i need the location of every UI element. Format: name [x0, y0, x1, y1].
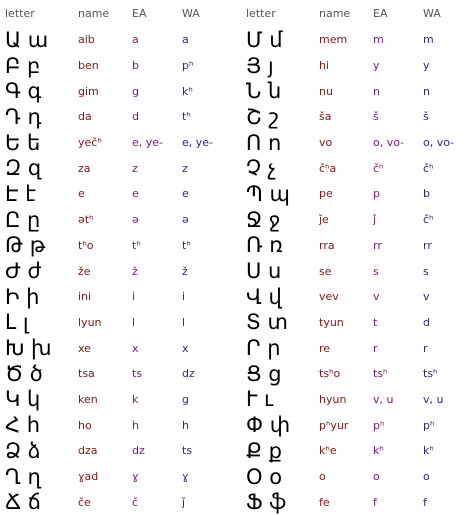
table-row: [241, 104, 474, 130]
western-armenian: dz: [182, 367, 195, 381]
header-letter: letter: [246, 7, 276, 20]
eastern-armenian: rr: [373, 238, 382, 252]
letter-glyph: Կ կ: [5, 387, 41, 412]
letter-glyph: Ա ա: [5, 27, 49, 52]
western-armenian: h: [182, 418, 189, 432]
eastern-armenian: n: [373, 84, 380, 98]
table-row: [241, 258, 474, 284]
table-row: [241, 284, 474, 310]
table-row: [0, 104, 237, 130]
letter-glyph: Ը ը: [5, 207, 41, 232]
table-row: [0, 207, 237, 233]
western-armenian: š: [423, 110, 429, 124]
eastern-armenian: dz: [132, 444, 145, 458]
header-ea: EA: [132, 7, 147, 20]
table-row: [241, 387, 474, 413]
eastern-armenian: o: [373, 470, 380, 484]
eastern-armenian: č: [132, 495, 139, 509]
letter-name: tsʰo: [319, 367, 341, 381]
eastern-armenian: ž: [132, 264, 138, 278]
eastern-armenian: i: [132, 290, 136, 304]
western-armenian: g: [182, 392, 189, 406]
western-armenian: ts: [182, 444, 193, 458]
western-armenian: b: [423, 187, 430, 201]
letter-name: aib: [78, 33, 95, 47]
letter-glyph: Ի ի: [5, 284, 40, 309]
letter-name: re: [319, 341, 331, 355]
table-header: [241, 0, 474, 27]
eastern-armenian: o, vo-: [373, 136, 405, 150]
letter-name: če: [78, 495, 91, 509]
eastern-armenian: x: [132, 341, 139, 355]
letter-glyph: Խ խ: [5, 336, 52, 361]
western-armenian: pʰ: [182, 59, 194, 73]
eastern-armenian: b: [132, 59, 139, 73]
eastern-armenian: š: [373, 110, 379, 124]
letter-name: ben: [78, 59, 99, 73]
western-armenian: čʰ: [423, 161, 434, 175]
eastern-armenian: ə: [132, 213, 139, 227]
western-armenian: ɣ: [182, 470, 189, 484]
eastern-armenian: l: [132, 315, 136, 329]
western-armenian: z: [182, 161, 188, 175]
letter-name: xe: [78, 341, 91, 355]
table-row: [0, 387, 237, 413]
letter-name: čʰa: [319, 161, 337, 175]
eastern-armenian: kʰ: [373, 444, 384, 458]
table-row: [241, 181, 474, 207]
eastern-armenian: t: [373, 315, 378, 329]
eastern-armenian: r: [373, 341, 378, 355]
letter-name: tsa: [78, 367, 95, 381]
table-row: [241, 207, 474, 233]
letter-glyph: Ղ ղ: [5, 464, 41, 489]
letter-name: ətʰ: [78, 213, 94, 227]
table-row: [0, 361, 237, 387]
western-armenian: m: [423, 33, 434, 47]
table-row: [0, 155, 237, 181]
western-armenian: f: [423, 495, 427, 509]
letter-glyph: Ռ ռ: [246, 233, 283, 258]
letter-glyph: Ե ե: [5, 130, 41, 155]
western-armenian: l: [182, 315, 186, 329]
letter-name: rra: [319, 238, 335, 252]
eastern-armenian: g: [132, 84, 139, 98]
western-armenian: pʰ: [423, 418, 435, 432]
letter-glyph: Ֆ ֆ: [246, 490, 287, 515]
letter-glyph: Ջ ջ: [246, 207, 281, 232]
letter-glyph: Ո ո: [246, 130, 282, 155]
letter-glyph: Հ հ: [5, 413, 41, 438]
eastern-armenian: m: [373, 33, 384, 47]
eastern-armenian: h: [132, 418, 139, 432]
eastern-armenian: v: [373, 290, 380, 304]
western-armenian: čʰ: [423, 213, 434, 227]
western-armenian: ǰ: [182, 495, 186, 509]
letter-name: e: [78, 187, 85, 201]
table-row: [241, 361, 474, 387]
table-row: [241, 310, 474, 336]
header-wa: WA: [182, 7, 200, 20]
eastern-armenian: e, ye-: [132, 136, 164, 150]
letter-name: že: [78, 264, 91, 278]
letter-glyph: Զ զ: [5, 156, 42, 181]
table-row: [0, 27, 237, 53]
table-row: [241, 335, 474, 361]
table-row: [241, 78, 474, 104]
letter-name: hi: [319, 59, 330, 73]
western-armenian: e, ye-: [182, 136, 214, 150]
table-header: [0, 0, 237, 27]
eastern-armenian: ɣ: [132, 470, 139, 484]
letter-name: tʰo: [78, 238, 94, 252]
letter-name: ša: [319, 110, 332, 124]
letter-name: ɣad: [78, 470, 99, 484]
letter-name: vo: [319, 136, 333, 150]
eastern-armenian: f: [373, 495, 377, 509]
western-armenian: y: [423, 59, 430, 73]
letter-glyph: Տ տ: [246, 310, 288, 335]
western-armenian: n: [423, 84, 430, 98]
letter-name: ho: [78, 418, 92, 432]
table-row: [0, 181, 237, 207]
letter-name: lyun: [78, 315, 102, 329]
letter-glyph: Ճ ճ: [5, 490, 41, 515]
table-row: [241, 130, 474, 156]
header-letter: letter: [5, 7, 35, 20]
eastern-armenian: tsʰ: [373, 367, 388, 381]
eastern-armenian: pʰ: [373, 418, 385, 432]
western-armenian: ž: [182, 264, 188, 278]
letter-glyph: Է է: [5, 181, 36, 206]
western-armenian: kʰ: [182, 84, 193, 98]
western-armenian: o: [423, 470, 430, 484]
letter-glyph: Չ չ: [246, 156, 277, 181]
letter-name: vev: [319, 290, 339, 304]
letter-glyph: Գ գ: [5, 79, 42, 104]
table-row: [0, 335, 237, 361]
letter-name: ken: [78, 392, 98, 406]
letter-name: hyun: [319, 392, 347, 406]
letter-glyph: Ր ր: [246, 336, 281, 361]
letter-glyph: Թ թ: [5, 233, 46, 258]
letter-glyph: Ձ ձ: [5, 438, 41, 463]
letter-name: mem: [319, 33, 348, 47]
letter-glyph: Օ օ: [246, 464, 283, 489]
western-armenian: d: [423, 315, 430, 329]
letter-glyph: Բ բ: [5, 53, 41, 78]
table-row: [241, 233, 474, 259]
table-row: [0, 412, 237, 438]
table-row: [0, 130, 237, 156]
table-row: [0, 310, 237, 336]
western-armenian: v, u: [423, 392, 444, 406]
eastern-armenian: v, u: [373, 392, 394, 406]
letter-glyph: Ժ ժ: [5, 259, 42, 284]
letter-name: fe: [319, 495, 330, 509]
letter-glyph: Յ յ: [246, 53, 274, 78]
letter-name: dza: [78, 444, 98, 458]
table-row: [241, 53, 474, 79]
western-armenian: r: [423, 341, 428, 355]
western-armenian: e: [182, 187, 189, 201]
table-row: [0, 233, 237, 259]
table-row: [0, 489, 237, 515]
eastern-armenian: k: [132, 392, 139, 406]
table-row: [0, 284, 237, 310]
eastern-armenian: p: [373, 187, 380, 201]
eastern-armenian: ts: [132, 367, 143, 381]
table-row: [0, 438, 237, 464]
western-armenian: o, vo-: [423, 136, 455, 150]
letter-glyph: Պ պ: [246, 181, 290, 206]
letter-glyph: Փ փ: [246, 413, 291, 438]
eastern-armenian: čʰ: [373, 161, 384, 175]
letter-name: o: [319, 470, 326, 484]
header-ea: EA: [373, 7, 388, 20]
eastern-armenian: z: [132, 161, 138, 175]
letter-glyph: Ց ց: [246, 361, 282, 386]
table-row: [0, 53, 237, 79]
western-armenian: rr: [423, 238, 432, 252]
letter-name: tyun: [319, 315, 344, 329]
letter-glyph: Ն ն: [246, 79, 282, 104]
letter-name: ǰe: [319, 213, 329, 227]
western-armenian: tʰ: [182, 110, 191, 124]
table-row: [0, 258, 237, 284]
header-name: name: [319, 7, 351, 20]
western-armenian: kʰ: [423, 444, 434, 458]
eastern-armenian: e: [132, 187, 139, 201]
table-row: [241, 155, 474, 181]
letter-glyph: Վ վ: [246, 284, 282, 309]
eastern-armenian: d: [132, 110, 139, 124]
western-armenian: s: [423, 264, 429, 278]
letter-glyph: Մ մ: [246, 27, 283, 52]
table-row: [0, 78, 237, 104]
table-row: [241, 464, 474, 490]
letter-name: pe: [319, 187, 333, 201]
letter-name: nu: [319, 84, 333, 98]
table-row: [241, 438, 474, 464]
western-armenian: v: [423, 290, 430, 304]
table-row: [241, 27, 474, 53]
letter-name: gim: [78, 84, 99, 98]
header-wa: WA: [423, 7, 441, 20]
letter-glyph: Լ լ: [5, 310, 29, 335]
letter-glyph: Ս ս: [246, 259, 282, 284]
letter-name: kʰe: [319, 444, 337, 458]
eastern-armenian: s: [373, 264, 379, 278]
eastern-armenian: a: [132, 33, 139, 47]
alphabet-table-right: [241, 0, 474, 515]
western-armenian: x: [182, 341, 189, 355]
letter-name: pʰyur: [319, 418, 349, 432]
letter-name: da: [78, 110, 92, 124]
table-row: [241, 489, 474, 515]
letter-glyph: Ծ ծ: [5, 361, 43, 386]
table-row: [0, 464, 237, 490]
western-armenian: a: [182, 33, 189, 47]
letter-glyph: Ւ ւ: [246, 387, 274, 412]
eastern-armenian: ǰ: [373, 213, 377, 227]
letter-name: se: [319, 264, 332, 278]
western-armenian: tʰ: [182, 238, 191, 252]
letter-glyph: Ք ք: [246, 438, 282, 463]
eastern-armenian: y: [373, 59, 380, 73]
header-name: name: [78, 7, 110, 20]
letter-name: yečʰ: [78, 136, 102, 150]
western-armenian: i: [182, 290, 186, 304]
letter-name: ini: [78, 290, 92, 304]
letter-glyph: Շ շ: [246, 104, 280, 129]
table-row: [241, 412, 474, 438]
letter-glyph: Դ դ: [5, 104, 42, 129]
eastern-armenian: tʰ: [132, 238, 141, 252]
western-armenian: tsʰ: [423, 367, 438, 381]
western-armenian: ə: [182, 213, 189, 227]
letter-name: za: [78, 161, 91, 175]
